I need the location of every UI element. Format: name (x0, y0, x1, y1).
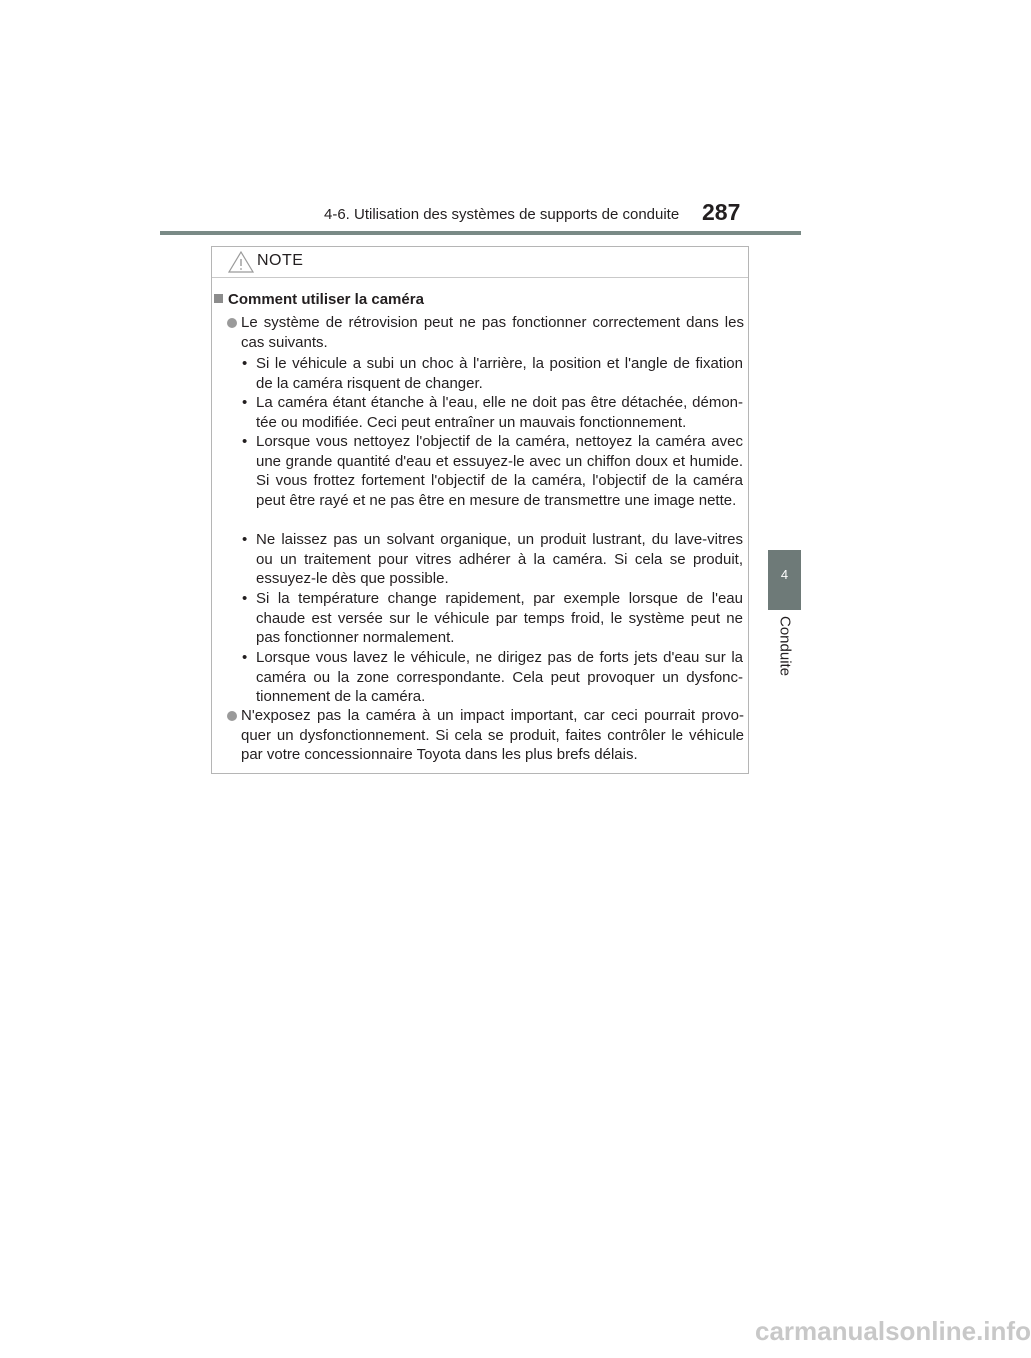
sub-bullet-text: La caméra étant étanche à l'eau, elle ne doit pas être détachée, démon-tée ou modifiée. Ceci peut entraîner un mauvais fonctionnement. (256, 394, 743, 431)
bullet-dot: • (242, 649, 248, 666)
sub-bullet-text: Si la température change rapidement, par exemple lorsque de l'eau chaude est versée sur le véhicule par temps froid, le système peut ne pas fonctionner normalement. (256, 590, 743, 646)
header-section-title: 4-6. Utilisation des systèmes de supports de conduite (324, 206, 680, 223)
watermark-logo: carmanualsonline.info (755, 1316, 1031, 1346)
bullet-dot: • (242, 433, 248, 450)
section-heading (214, 290, 424, 310)
sub-bullet (242, 589, 743, 648)
circle-bullet-icon (227, 318, 237, 328)
sub-bullet (242, 432, 743, 510)
sub-bullet-text: Ne laissez pas un solvant organique, un produit lustrant, du lave-vitres ou un traitement pour vitres adhérer à la caméra. Si cela se produit, essuyez-le dès que possible. (256, 531, 743, 587)
note-header (212, 247, 748, 278)
chapter-label: Conduite (776, 616, 794, 677)
list-item (227, 706, 744, 765)
chapter-number: 4 (780, 567, 789, 582)
note-box (211, 246, 749, 774)
sub-bullet-text: Lorsque vous lavez le véhicule, ne dirigez pas de forts jets d'eau sur la caméra ou la zone correspondante. Cela peut provoquer un dysfonc-tionnement de la caméra. (256, 649, 743, 705)
sub-bullet (242, 354, 743, 393)
warning-triangle-icon (228, 251, 254, 273)
bullet-dot: • (242, 394, 248, 411)
circle-bullet-icon (227, 711, 237, 721)
list-item-text: N'exposez pas la caméra à un impact important, car ceci pourrait provo-quer un dysfonctionnement. Si cela se produit, faites contrôler le véhicule par votre concessionnaire Toyota dans les plus brefs délais. (241, 707, 744, 763)
list-item (227, 313, 744, 352)
list-item-text: Le système de rétrovision peut ne pas fonctionner correctement dans les cas suivants. (241, 314, 744, 351)
chapter-tab[interactable] (768, 550, 801, 610)
sub-bullet (242, 393, 743, 432)
sub-bullet-text: Lorsque vous nettoyez l'objectif de la caméra, nettoyez la caméra avec une grande quantité d'eau et essuyez-le avec un chiffon doux et humide. Si vous frottez fortement l'objectif de la caméra, l'objectif de la caméra peut être rayé et ne pas être en mesure de transmettre une image nette. (256, 433, 743, 509)
note-title: NOTE (257, 252, 304, 269)
sub-bullet (242, 530, 743, 589)
bullet-dot: • (242, 355, 248, 372)
bullet-dot: • (242, 590, 248, 607)
sub-bullet-text: Si le véhicule a subi un choc à l'arrière, la position et l'angle de fixation de la caméra risquent de changer. (256, 355, 743, 392)
section-heading-text: Comment utiliser la caméra (228, 291, 424, 308)
page-number: 287 (702, 199, 741, 225)
header-rule (160, 231, 801, 235)
bullet-dot: • (242, 531, 248, 548)
square-bullet-icon (214, 294, 223, 303)
sub-bullet (242, 648, 743, 707)
